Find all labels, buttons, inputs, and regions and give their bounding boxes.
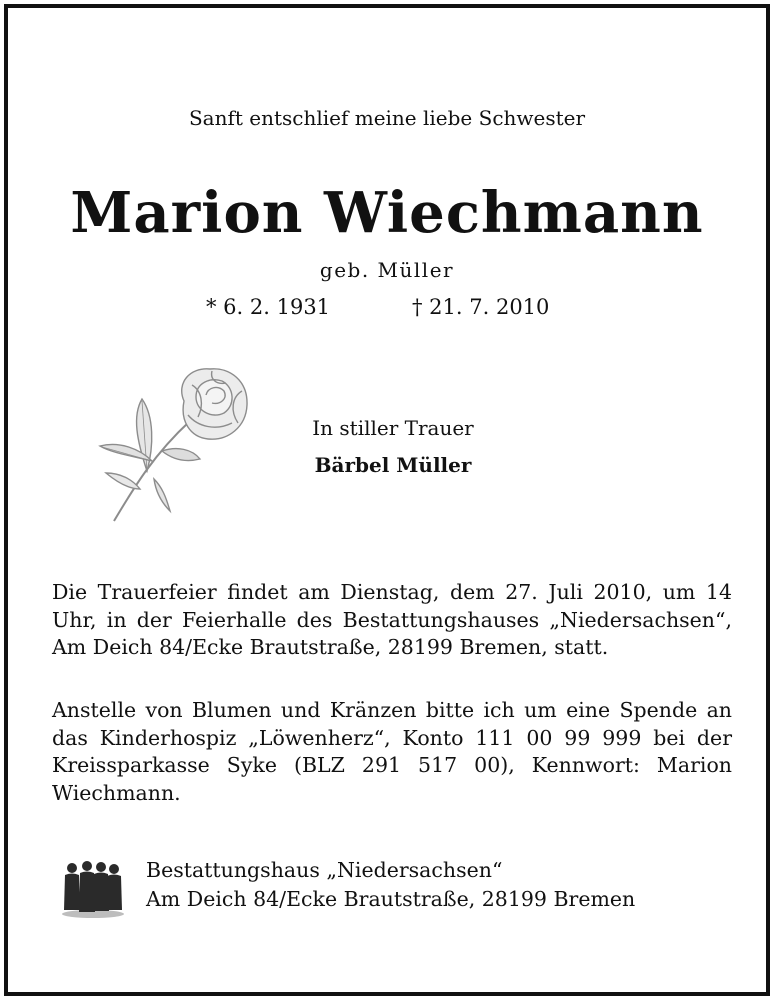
undertaker-street: Am Deich 84/Ecke Brautstraße, 28199 Bremen: [146, 887, 636, 911]
birth-name: geb. Müller: [319, 258, 455, 282]
funeral-details-paragraph: Die Trauerfeier findet am Dienstag, dem 27. Juli 2010, um 14 Uhr, in der Feierhalle des Bestattungshauses „Niedersachsen“, Am Deich 84/Ecke Brautstraße, 28199 Bremen, statt.: [52, 580, 732, 659]
undertaker-name: Bestattungshaus „Niedersachsen“: [146, 858, 503, 882]
intro-line: Sanft entschlief meine liebe Schwester: [188, 106, 586, 130]
mourners-silhouette-icon: [60, 860, 126, 918]
obituary-frame: [4, 4, 770, 996]
birth-date: * 6. 2. 1931: [206, 295, 331, 319]
deceased-name: Marion Wiechmann: [70, 180, 704, 246]
mourner-name: Bärbel Müller: [314, 453, 472, 477]
rose-icon: [92, 361, 254, 526]
donation-paragraph: Anstelle von Blumen und Kränzen bitte ich um eine Spende an das Kinderhospiz „Löwenherz“, Konto 111 00 99 999 bei der Kreissparkasse Syke (BLZ 291 517 00), Kennwort: Marion Wiechmann.: [52, 698, 732, 805]
mourning-line: In stiller Trauer: [312, 416, 474, 440]
undertaker-address: [146, 856, 635, 914]
death-date: † 21. 7. 2010: [412, 295, 550, 319]
